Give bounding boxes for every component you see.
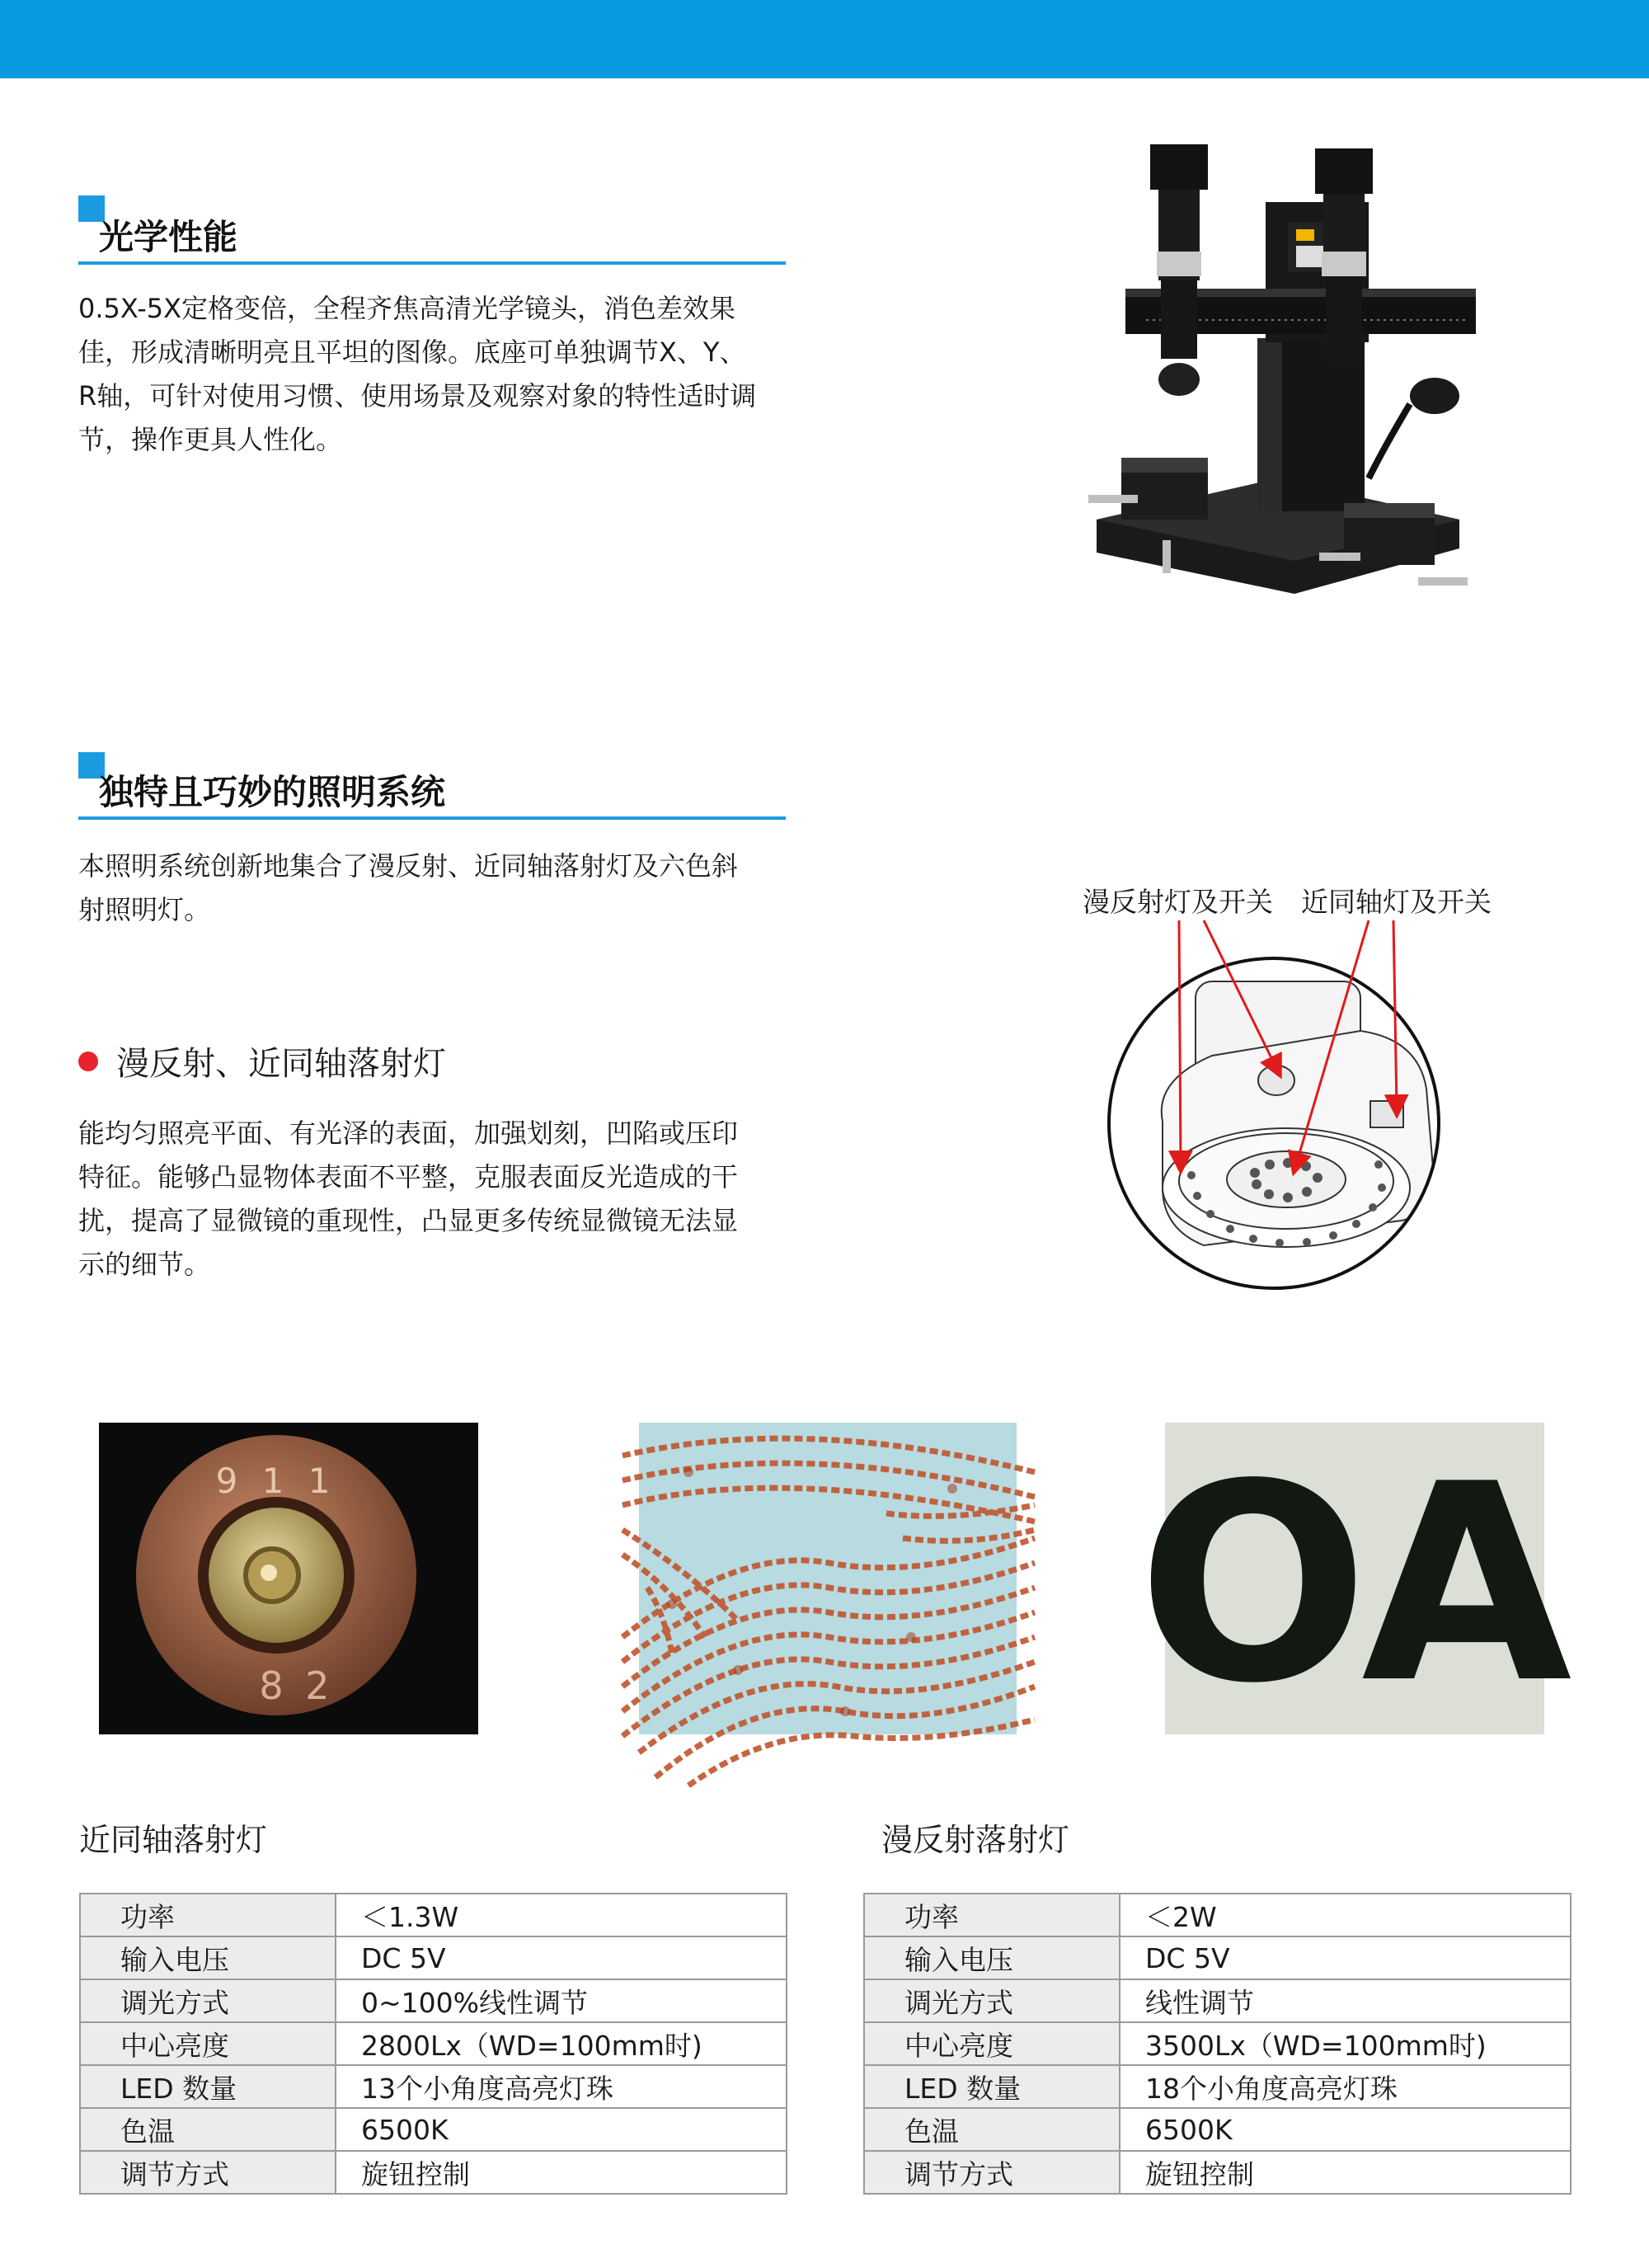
table-row	[864, 2065, 1571, 2108]
spec-key: 调节方式	[864, 2151, 1120, 2194]
section-title: 独特且巧妙的照明系统	[99, 772, 446, 812]
spec-table-coaxial	[79, 1893, 787, 2195]
table-row	[80, 2065, 787, 2108]
spec-key: LED 数量	[864, 2065, 1120, 2108]
spec-key: 中心亮度	[80, 2022, 336, 2065]
table-row	[80, 2108, 787, 2151]
spec-value: 3500Lx（WD=100mm时)	[1120, 2022, 1571, 2065]
diagram-label-coaxial: 近同轴灯及开关	[1301, 886, 1492, 918]
table-title-coaxial: 近同轴落射灯	[79, 1822, 268, 1858]
spec-value: 18个小角度高亮灯珠	[1120, 2065, 1571, 2108]
spec-table-diffuse	[863, 1893, 1571, 2195]
table-row	[864, 1936, 1571, 1979]
spec-value: 13个小角度高亮灯珠	[336, 2065, 787, 2108]
cartridge-stamp-bottom: 8 2	[259, 1663, 335, 1708]
handwriting-text: OA	[1137, 1426, 1572, 1743]
table-row	[80, 1936, 787, 1979]
diagram-label-diffuse: 漫反射灯及开关	[1083, 886, 1273, 918]
table-row	[864, 2151, 1571, 2194]
spec-key: 调光方式	[864, 1979, 1120, 2022]
spec-key: 中心亮度	[864, 2022, 1120, 2065]
bullet-body: 能均匀照亮平面、有光泽的表面，加强划刻，凹陷或压印特征。能够凸显物体表面不平整，克服表面反光造成的干扰，提高了显微镜的重现性，凸显更多传统显微镜无法显示的细节。	[78, 1118, 739, 1280]
spec-value: 0~100%线性调节	[336, 1979, 787, 2022]
bullet-heading	[78, 1038, 446, 1085]
bullet-title: 漫反射、近同轴落射灯	[116, 1045, 446, 1083]
spec-key: 输入电压	[80, 1936, 336, 1979]
spec-value: 2800Lx（WD=100mm时)	[336, 2022, 787, 2065]
table-title-diffuse: 漫反射落射灯	[881, 1822, 1070, 1858]
table-row	[864, 2022, 1571, 2065]
spec-key: 功率	[80, 1894, 336, 1936]
microscope-image	[1072, 132, 1484, 610]
spec-value: DC 5V	[336, 1936, 787, 1979]
cartridge-stamp-top: 9 1 1	[215, 1461, 337, 1501]
table-row	[80, 2151, 787, 2194]
spec-key: 功率	[864, 1894, 1120, 1936]
table-row	[80, 1894, 787, 1936]
spec-key: LED 数量	[80, 2065, 336, 2108]
table-row	[864, 1894, 1571, 1936]
spec-value: 线性调节	[1120, 1979, 1571, 2022]
spec-key: 色温	[864, 2108, 1120, 2151]
spec-value: ＜2W	[1120, 1894, 1571, 1936]
sample-photo-fingerprint	[639, 1423, 1017, 1734]
table-row	[80, 2022, 787, 2065]
lighting-diagram	[1105, 915, 1468, 1336]
sample-photo-handwriting	[1137, 1423, 1572, 1743]
spec-value: 旋钮控制	[336, 2151, 787, 2194]
spec-value: ＜1.3W	[336, 1894, 787, 1936]
spec-key: 调节方式	[80, 2151, 336, 2194]
section-title: 光学性能	[99, 217, 238, 257]
spec-key: 输入电压	[864, 1936, 1120, 1979]
section-heading-optics	[78, 195, 786, 265]
spec-value: DC 5V	[1120, 1936, 1571, 1979]
spec-value: 6500K	[336, 2108, 787, 2151]
section-body: 本照明系统创新地集合了漫反射、近同轴落射灯及六色斜射照明灯。	[78, 850, 739, 925]
table-row	[80, 1979, 787, 2022]
red-dot-icon	[78, 1052, 98, 1071]
spec-key: 色温	[80, 2108, 336, 2151]
table-row	[864, 2108, 1571, 2151]
table-row	[864, 1979, 1571, 2022]
section-body: 0.5X-5X定格变倍，全程齐焦高清光学镜头，消色差效果佳，形成清晰明亮且平坦的图像。底座可单独调节X、Y、R轴，可针对使用习惯、使用场景及观察对象的特性适时调节，操作更具人性化。	[78, 293, 757, 455]
sample-photo-cartridge	[99, 1423, 478, 1734]
spec-value: 旋钮控制	[1120, 2151, 1571, 2194]
header-bar	[0, 0, 1649, 78]
spec-value: 6500K	[1120, 2108, 1571, 2151]
section-heading-illumination	[78, 752, 786, 820]
spec-key: 调光方式	[80, 1979, 336, 2022]
